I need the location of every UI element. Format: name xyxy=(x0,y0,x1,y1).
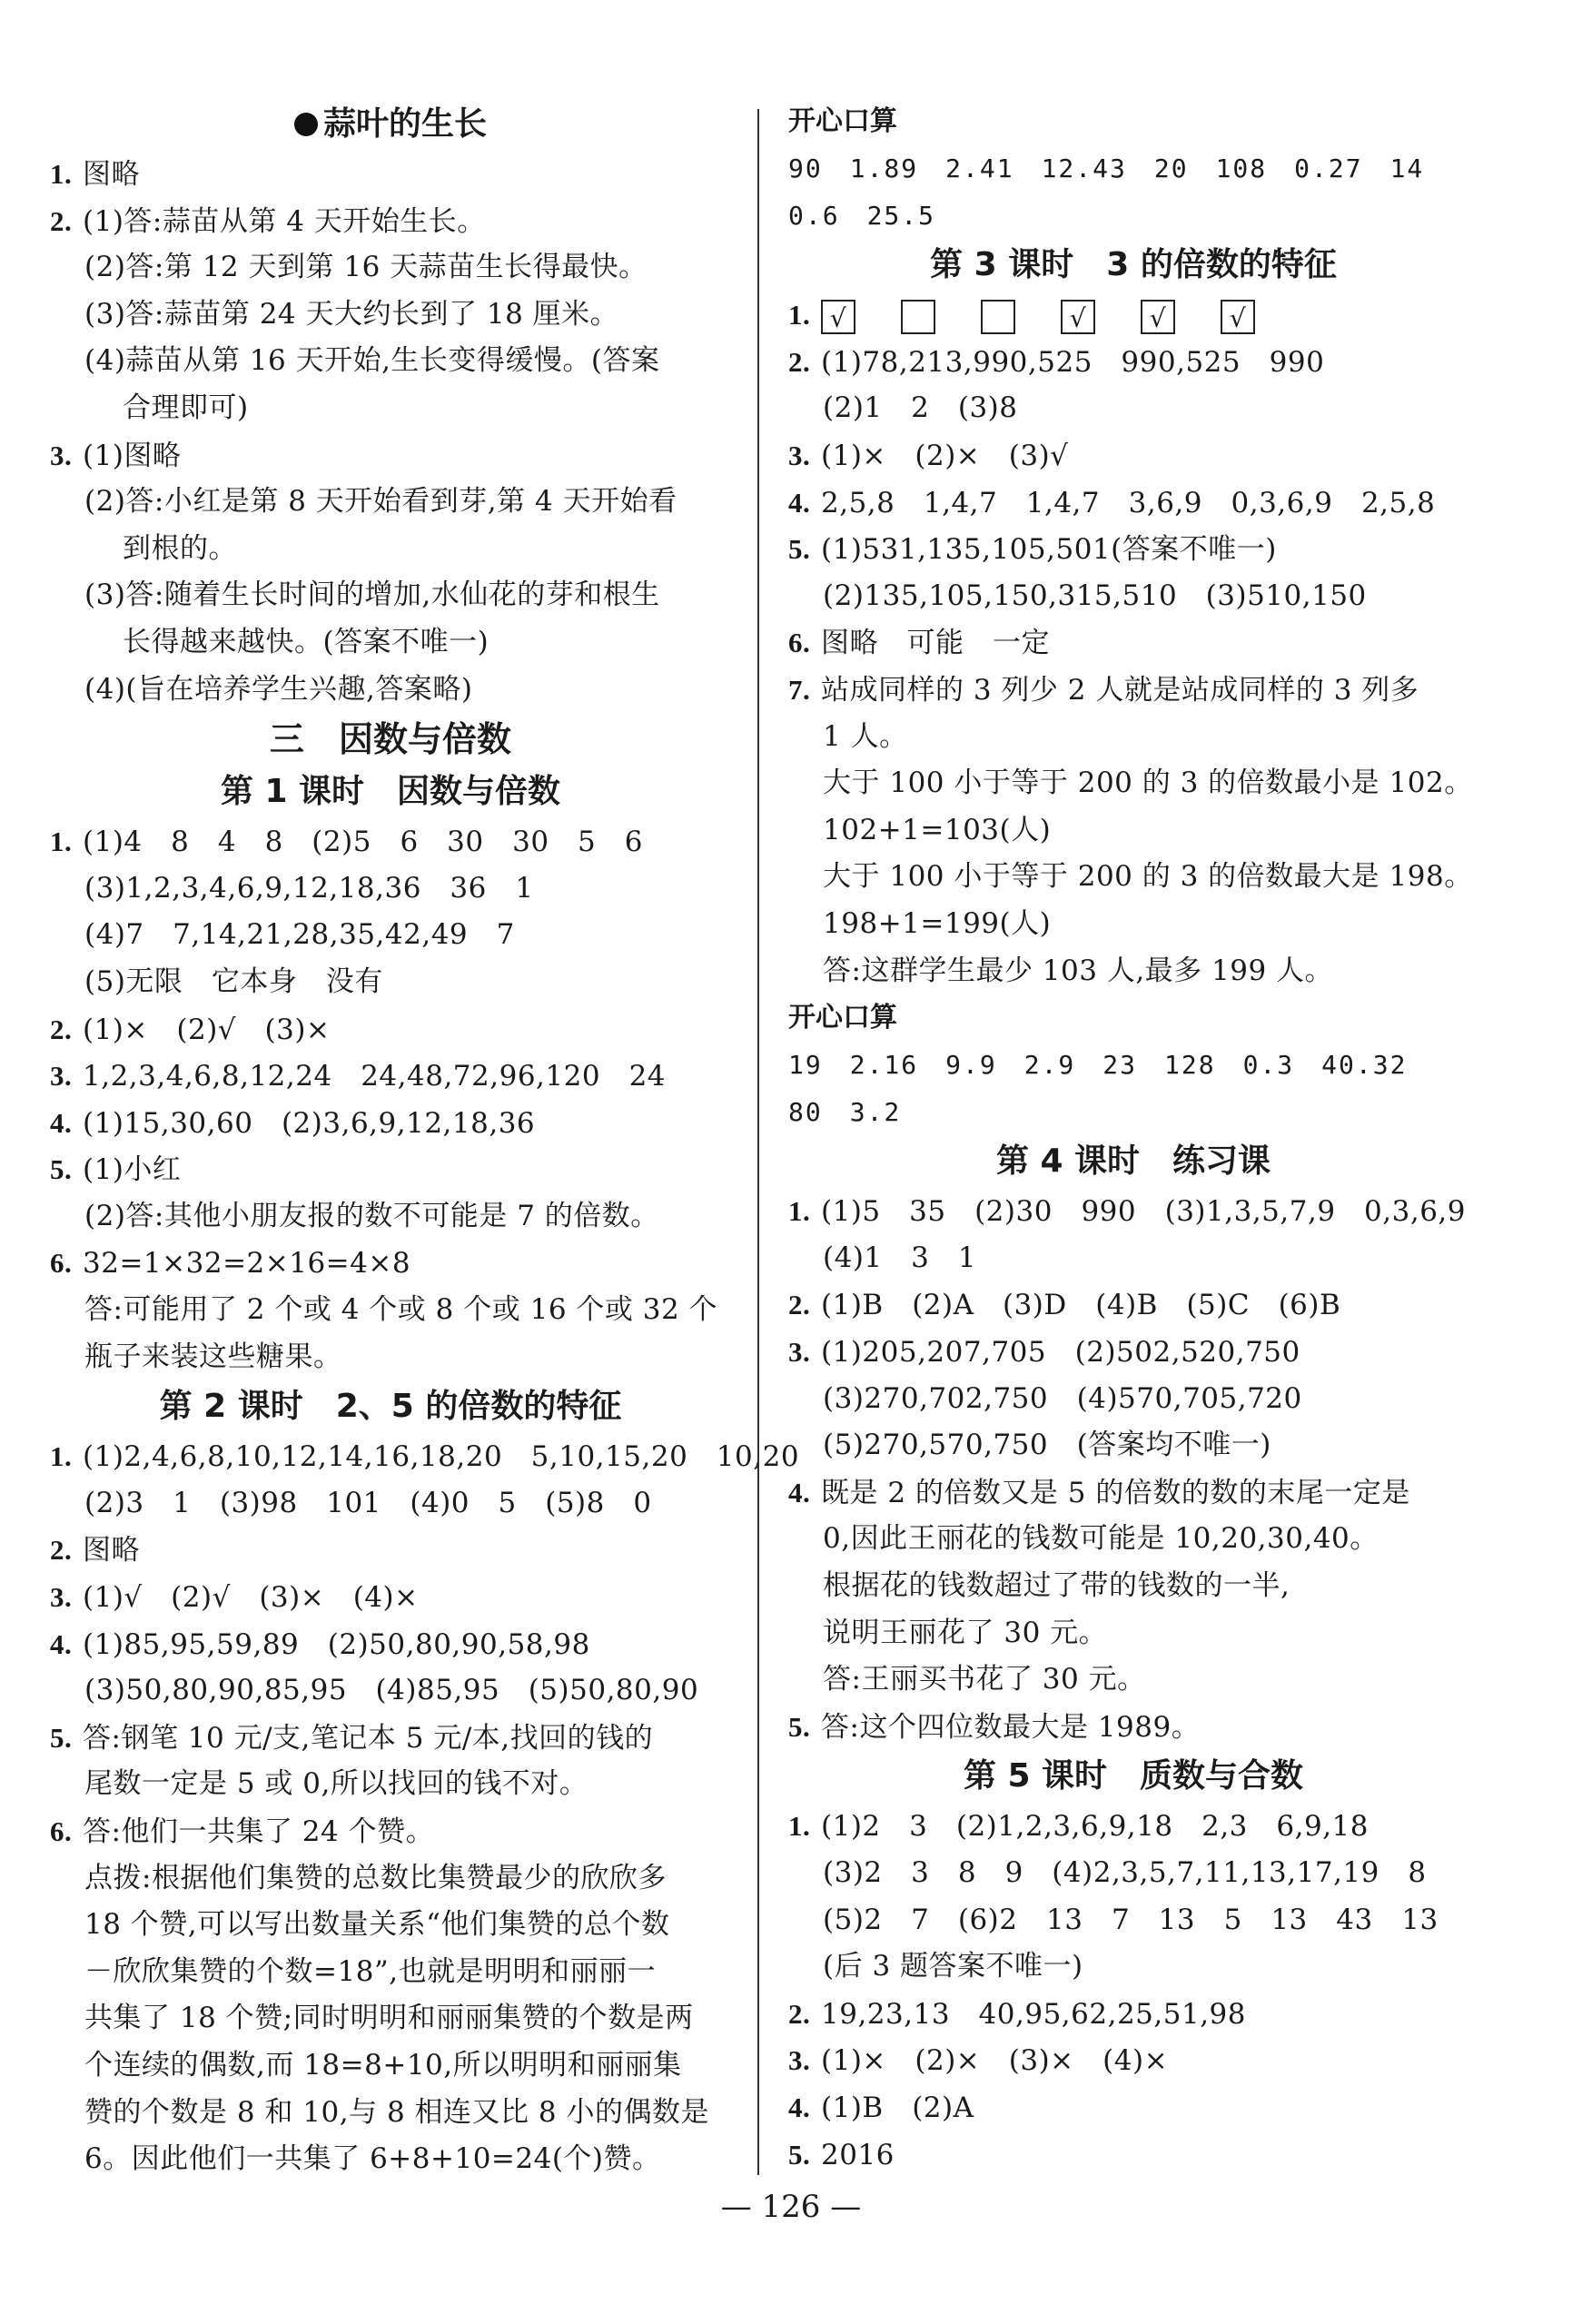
hint-line: 赞的个数是 8 和 10,与 8 相连又比 8 小的偶数是 xyxy=(84,2095,709,2129)
answer-box: √ xyxy=(1061,300,1095,334)
answer-line: 4. (1)85,95,59,89 (2)50,80,90,58,98 xyxy=(50,1627,590,1661)
mental-math-line: 90 1.89 2.41 12.43 20 108 0.27 14 xyxy=(788,153,1425,183)
answer-line: (5)2 7 (6)2 13 7 13 5 13 43 13 xyxy=(823,1903,1439,1936)
answer-line: 1. (1)2 3 (2)1,2,3,6,9,18 2,3 6,9,18 xyxy=(788,1810,1369,1844)
answer-line: 5. (1)小红 xyxy=(50,1153,182,1187)
answer-line: 1. √ √ √ √ xyxy=(788,292,1478,339)
answer-line: 大于 100 小于等于 200 的 3 的倍数最大是 198。 xyxy=(823,860,1473,894)
answer-line: 3. 1,2,3,4,6,8,12,24 24,48,72,96,120 24 xyxy=(50,1060,667,1093)
answer-line: 4. 2,5,8 1,4,7 1,4,7 3,6,9 0,3,6,9 2,5,8 xyxy=(788,486,1436,519)
answer-line: (5)无限 它本身 没有 xyxy=(84,964,383,998)
answer-line: (5)270,570,750 (答案均不唯一) xyxy=(823,1429,1271,1462)
lesson-title: 第 1 课时 因数与倍数 xyxy=(220,773,561,811)
hint-line: －欣欣集赞的个数=18”,也就是明明和丽丽一 xyxy=(84,1954,657,1988)
lesson-title: 第 4 课时 练习课 xyxy=(995,1142,1271,1181)
lesson-title: 第 2 课时 2、5 的倍数的特征 xyxy=(159,1388,622,1426)
answer-line: 尾数一定是 5 或 0,所以找回的钱不对。 xyxy=(84,1767,588,1801)
answer-line: 3. (1)205,207,705 (2)502,520,750 xyxy=(788,1336,1300,1370)
answer-line: 答:可能用了 2 个或 4 个或 8 个或 16 个或 32 个 xyxy=(84,1293,718,1327)
answer-line: (后 3 题答案不唯一) xyxy=(823,1950,1083,1983)
page-number: — 126 — xyxy=(720,2189,862,2225)
chapter-title: 三 因数与倍数 xyxy=(269,719,511,760)
hint-line: 6。因此他们一共集了 6+8+10=24(个)赞。 xyxy=(84,2142,661,2176)
right-column xyxy=(788,98,1478,2178)
hint-line: 个连续的偶数,而 18=8+10,所以明明和丽丽集 xyxy=(84,2048,682,2082)
answer-line: 3. (1)√ (2)√ (3)× (4)× xyxy=(50,1581,419,1615)
answer-line: (4)蒜苗从第 16 天开始,生长变得缓慢。(答案 xyxy=(84,344,660,378)
answer-line: 3. (1)× (2)× (3)√ xyxy=(788,439,1069,472)
answer-line: 102+1=103(人) xyxy=(823,813,1052,846)
answer-line: (4)(旨在培养学生兴趣,答案略) xyxy=(84,672,473,706)
column-divider xyxy=(757,109,759,2175)
answer-line: (3)270,702,750 (4)570,705,720 xyxy=(823,1381,1302,1415)
answer-line: 3. (1)图略 xyxy=(50,439,182,472)
answer-box: √ xyxy=(1141,300,1175,334)
answer-line: 说明王丽花了 30 元。 xyxy=(823,1616,1108,1649)
hint-line: 18 个赞,可以写出数量关系“他们集赞的总个数 xyxy=(84,1908,670,1942)
answer-line: (2)3 1 (3)98 101 (4)0 5 (5)8 0 xyxy=(84,1486,652,1519)
answer-line: 5. 答:这个四位数最大是 1989。 xyxy=(788,1710,1201,1744)
mental-math-title: 开心口算 xyxy=(788,105,897,137)
answer-line: 2. 图略 xyxy=(50,1534,140,1567)
answer-line: (2)答:小红是第 8 天开始看到芽,第 4 天开始看 xyxy=(84,485,677,519)
answer-line: (3)2 3 8 9 (4)2,3,5,7,11,13,17,19 8 xyxy=(823,1856,1427,1889)
answer-line: 长得越来越快。(答案不唯一) xyxy=(123,625,489,658)
answer-line: 1 人。 xyxy=(823,719,908,753)
answer-line: 5. (1)531,135,105,501(答案不唯一) xyxy=(788,533,1277,567)
answer-line: (3)50,80,90,85,95 (4)85,95 (5)50,80,90 xyxy=(84,1674,699,1707)
hint-line: 共集了 18 个赞;同时明明和丽丽集赞的个数是两 xyxy=(84,2002,694,2035)
answer-box xyxy=(981,300,1015,334)
mental-math-title: 开心口算 xyxy=(788,1002,897,1034)
answer-line: (2)答:其他小朋友报的数不可能是 7 的倍数。 xyxy=(84,1199,659,1232)
answer-line: 根据花的钱数超过了带的钱数的一半, xyxy=(823,1569,1290,1603)
answer-line: (3)答:蒜苗第 24 天大约长到了 18 厘米。 xyxy=(84,297,619,331)
answer-box: √ xyxy=(1221,300,1255,334)
answer-line: (2)1 2 (3)8 xyxy=(823,391,1018,425)
lesson-title: 第 3 课时 3 的倍数的特征 xyxy=(930,246,1337,284)
answer-line: 合理即可) xyxy=(123,391,249,424)
left-column xyxy=(50,98,800,2183)
answer-line: 答:这群学生最少 103 人,最多 199 人。 xyxy=(823,954,1334,987)
bullet-icon xyxy=(294,113,318,136)
answer-line: 5. 答:钢笔 10 元/支,笔记本 5 元/本,找回的钱的 xyxy=(50,1721,654,1755)
answer-line: 4. (1)B (2)A xyxy=(788,2091,974,2124)
answer-line: 2. 19,23,13 40,95,62,25,51,98 xyxy=(788,1997,1246,2031)
answer-line: 5. 2016 xyxy=(788,2138,895,2171)
hint-line: 点拨:根据他们集赞的总数比集赞最少的欣欣多 xyxy=(84,1861,667,1894)
answer-line: (2)135,105,150,315,510 (3)510,150 xyxy=(823,579,1367,612)
answer-line: 0,因此王丽花的钱数可能是 10,20,30,40。 xyxy=(823,1522,1379,1556)
answer-line: 大于 100 小于等于 200 的 3 的倍数最小是 102。 xyxy=(823,766,1473,800)
answer-line: 198+1=199(人) xyxy=(823,906,1052,940)
answer-box xyxy=(901,300,935,334)
answer-line: 1. 图略 xyxy=(50,158,140,191)
answer-line: 瓶子来装这些糖果。 xyxy=(84,1340,342,1373)
answer-box: √ xyxy=(821,300,855,334)
answer-line: 1. (1)2,4,6,8,10,12,14,16,18,20 5,10,15,20 10,20 xyxy=(50,1440,800,1474)
answer-line: (4)7 7,14,21,28,35,42,49 7 xyxy=(84,918,515,952)
answer-line: 2. (1)× (2)√ (3)× xyxy=(50,1013,331,1046)
answer-line: 6. 32=1×32=2×16=4×8 xyxy=(50,1247,411,1281)
answer-line: 到根的。 xyxy=(123,531,237,565)
section-title-garlic: 蒜叶的生长 xyxy=(50,98,731,151)
answer-line: (2)答:第 12 天到第 16 天蒜苗生长得最快。 xyxy=(84,251,648,284)
answer-line: 3. (1)× (2)× (3)× (4)× xyxy=(788,2044,1169,2078)
checkbox-row xyxy=(821,299,1300,331)
answer-line: 4. 既是 2 的倍数又是 5 的倍数的数的末尾一定是 xyxy=(788,1476,1410,1509)
answer-line: 2. (1)78,213,990,525 990,525 990 xyxy=(788,345,1325,379)
answer-line: 7. 站成同样的 3 列少 2 人就是站成同样的 3 列多 xyxy=(788,673,1419,707)
answer-line: 答:王丽买书花了 30 元。 xyxy=(823,1663,1146,1696)
lesson-title: 第 5 课时 质数与合数 xyxy=(963,1757,1304,1795)
answer-line: 2. (1)答:蒜苗从第 4 天开始生长。 xyxy=(50,204,486,238)
answer-line: 1. (1)5 35 (2)30 990 (3)1,3,5,7,9 0,3,6,9 xyxy=(788,1195,1467,1229)
answer-line: (3)答:随着生长时间的增加,水仙花的芽和根生 xyxy=(84,579,660,612)
mental-math-line: 19 2.16 9.9 2.9 23 128 0.3 40.32 xyxy=(788,1050,1408,1081)
answer-line: (4)1 3 1 xyxy=(823,1241,977,1274)
mental-math-line: 0.6 25.5 xyxy=(788,200,936,231)
answer-line: 6. 答:他们一共集了 24 个赞。 xyxy=(50,1815,435,1848)
answer-line: 4. (1)15,30,60 (2)3,6,9,12,18,36 xyxy=(50,1106,536,1140)
answer-line: 6. 图略 可能 一定 xyxy=(788,627,1050,660)
answer-line: 1. (1)4 8 4 8 (2)5 6 30 30 5 6 xyxy=(50,826,643,859)
answer-line: 2. (1)B (2)A (3)D (4)B (5)C (6)B xyxy=(788,1289,1341,1322)
answer-line: (3)1,2,3,4,6,9,12,18,36 36 1 xyxy=(84,871,534,905)
mental-math-line: 80 3.2 xyxy=(788,1096,902,1127)
